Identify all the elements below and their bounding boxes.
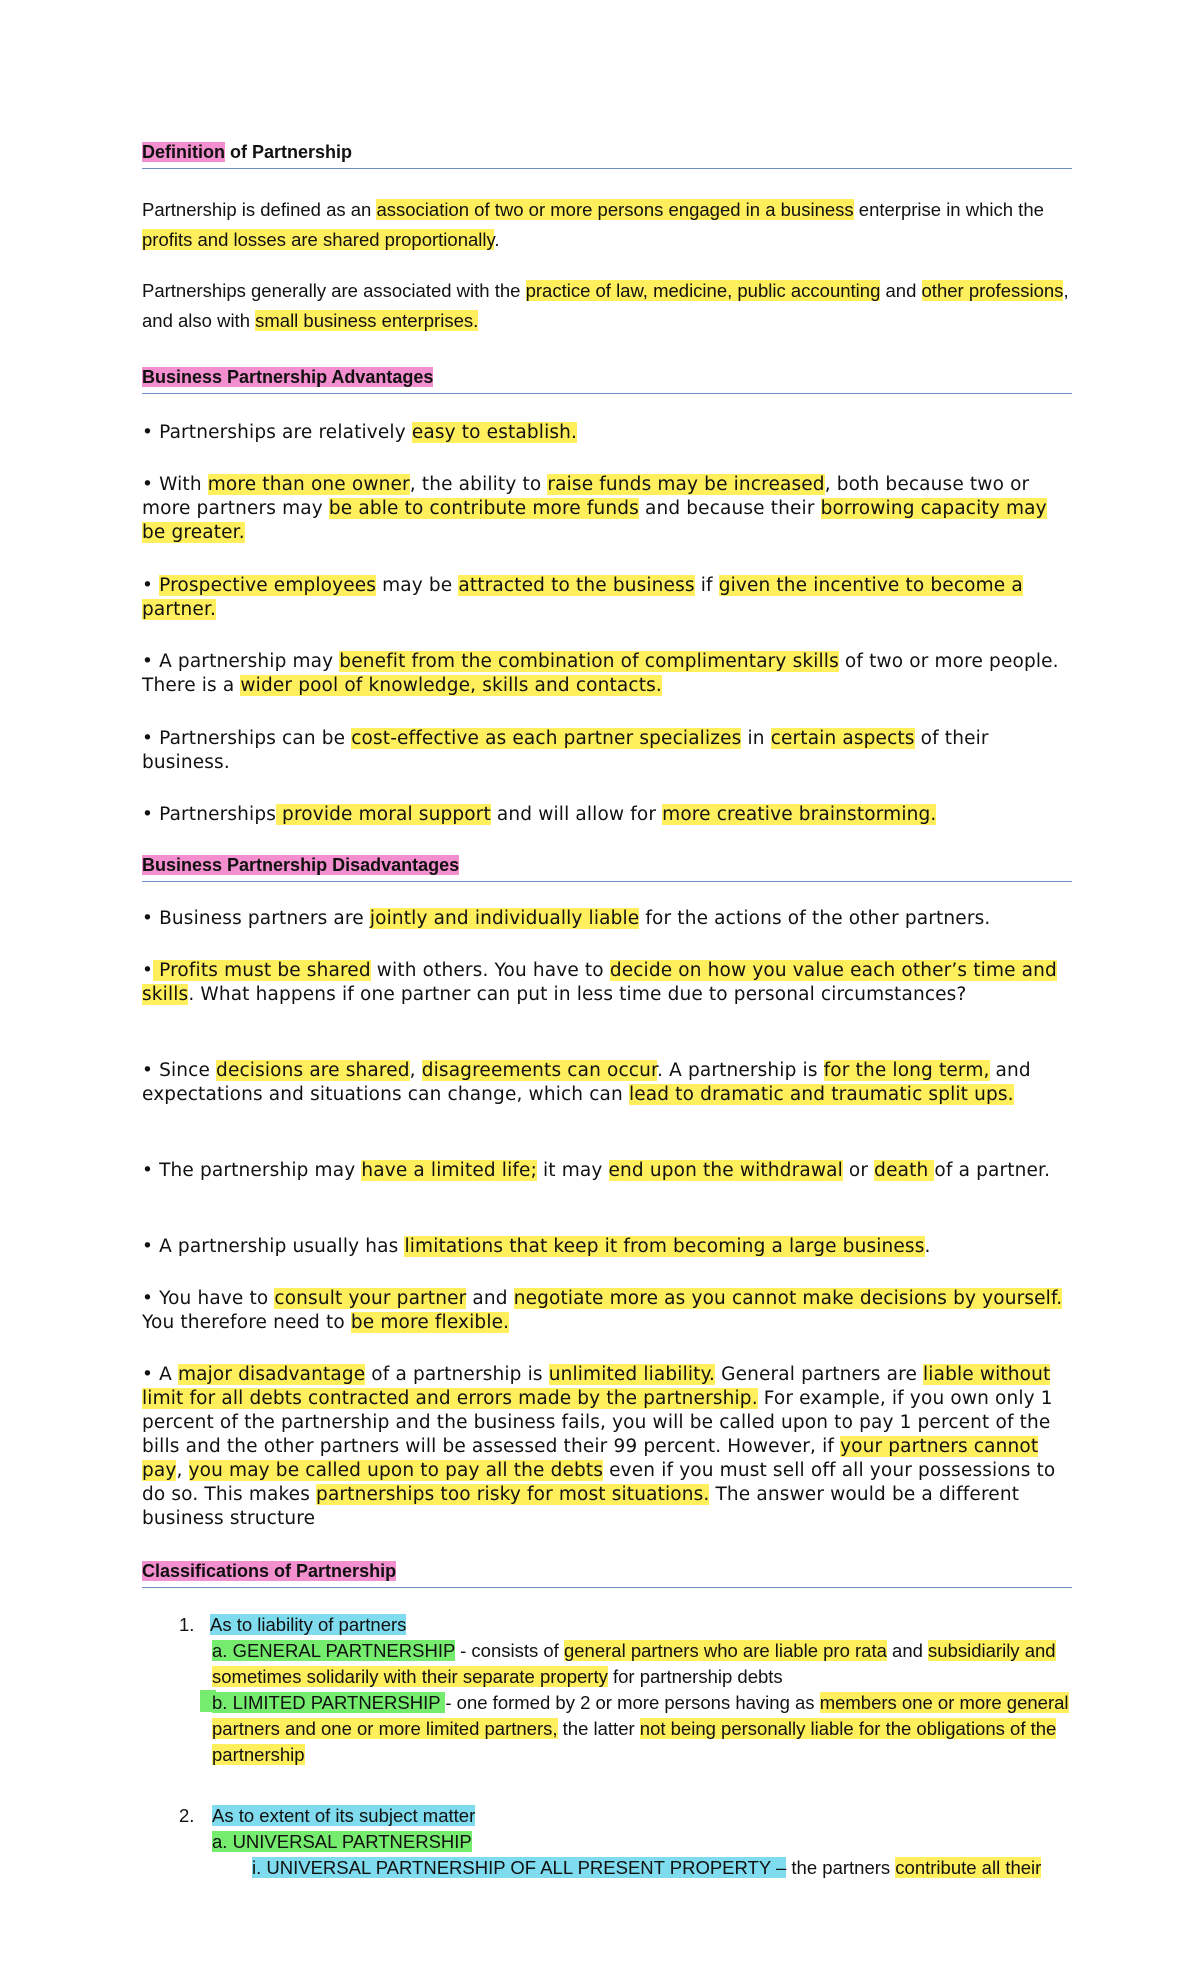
text-run: or — [842, 1160, 875, 1181]
highlighted-text: given the incentive to become a partner. — [142, 575, 1023, 620]
highlighted-text: be more flexible. — [350, 1312, 510, 1333]
text-run: in — [741, 728, 771, 749]
classification-subitem — [252, 1855, 1072, 1881]
heading-definition — [142, 142, 1072, 163]
text-run: the partners — [786, 1857, 896, 1878]
disadvantage-item — [142, 1159, 1072, 1183]
text-run: and because their — [638, 498, 821, 519]
disadvantage-item — [142, 1287, 1072, 1335]
text-run: , both because two or more partners may — [142, 474, 1030, 519]
highlighted-text: jointly and individually liable — [369, 908, 640, 929]
highlighted-text: general partners who are liable pro rata — [563, 1640, 887, 1661]
highlighted-text: raise funds may be increased — [547, 474, 825, 495]
text-run: with others. You have to — [370, 960, 610, 981]
highlighted-text: subsidiarily and sometimes solidarily with their separate property — [212, 1640, 1056, 1687]
text-run: • Partnerships are relatively — [142, 422, 412, 443]
classification-title-text: As to liability of partners — [210, 1614, 407, 1635]
text-run: and — [466, 1288, 514, 1309]
highlighted-text: end upon the withdrawal — [608, 1160, 843, 1181]
list-number: 2. — [179, 1805, 195, 1826]
highlighted-text: be able to contribute more funds — [328, 498, 639, 519]
highlighted-text: i. UNIVERSAL PARTNERSHIP OF ALL PRESENT PROPERTY – — [252, 1857, 787, 1878]
highlighted-text: lead to dramatic and traumatic split ups. — [628, 1084, 1014, 1105]
highlighted-text: you may be called upon to pay all the debts — [188, 1460, 604, 1481]
text-run: and — [886, 1640, 929, 1661]
highlighted-text: liable without limit for all debts contracted and errors made by the partnership. — [142, 1364, 1051, 1409]
advantage-item — [142, 650, 1072, 698]
text-run: . — [924, 1236, 931, 1257]
classification-title — [210, 1612, 406, 1638]
text-run: The answer would be a different business structure — [142, 1484, 1020, 1529]
disadvantage-item — [142, 907, 1072, 931]
highlighted-text: limitations that keep it from becoming a large business — [404, 1236, 925, 1257]
disadvantage-item — [142, 959, 1072, 1007]
highlighted-text: practice of law, medicine, public accounting — [525, 280, 881, 301]
text-run: You therefore need to — [142, 1312, 351, 1333]
text-run: if — [694, 575, 719, 596]
text-run: . What happens if one partner can put in less time due to personal circumstances? — [188, 984, 967, 1005]
text-run: Partnership is defined as an — [142, 199, 377, 220]
heading-advantages — [142, 367, 1072, 388]
text-run: may be — [376, 575, 459, 596]
highlighted-text: profits and losses are shared proportionally — [142, 229, 495, 250]
highlighted-text: partnerships too risky for most situations. — [316, 1484, 710, 1505]
classification-item — [212, 1638, 1072, 1690]
text-run: • — [142, 960, 154, 981]
highlighted-text: disagreements can occur — [421, 1060, 658, 1081]
text-run: of a partner. — [934, 1160, 1051, 1181]
text-run: . A partnership is — [657, 1060, 824, 1081]
highlighted-text: wider pool of knowledge, skills and contacts. — [240, 675, 662, 696]
text-run: General partners are — [715, 1364, 924, 1385]
text-run: for partnership debts — [607, 1666, 783, 1687]
highlighted-text: major disadvantage — [177, 1364, 366, 1385]
highlighted-text: borrowing capacity may be greater. — [142, 498, 1047, 543]
disadvantage-item — [142, 1235, 1072, 1259]
text-run: • Since — [142, 1060, 217, 1081]
text-run: Partnerships generally are associated with the — [142, 280, 526, 301]
text-run: . — [494, 229, 500, 250]
heading-definition-rest: of Partnership — [225, 142, 353, 162]
highlighted-text: more than one owner — [207, 474, 410, 495]
text-run: the latter — [557, 1718, 640, 1739]
classification-item-text: a. UNIVERSAL PARTNERSHIP — [212, 1831, 472, 1852]
heading-rule — [142, 1587, 1072, 1588]
highlighted-text: decisions are shared — [216, 1060, 410, 1081]
text-run: for the actions of the other partners. — [639, 908, 991, 929]
text-run: - one formed by 2 or more persons having as — [445, 1692, 820, 1713]
text-run: even if you must sell off all your possessions to do so. This makes — [142, 1460, 1056, 1505]
highlighted-text: death — [874, 1160, 935, 1181]
text-run: of two or more people. There is a — [142, 651, 1059, 696]
text-run: For example, if you own only 1 percent of the partnership and the business fails, you will be called upon to pay 1 percent of the bills and the other partners will be assessed their 99 percent. However, if — [142, 1388, 1053, 1457]
advantage-item — [142, 803, 1072, 827]
highlighted-text: association of two or more persons engaged in a business — [376, 199, 854, 220]
text-run: , — [409, 1060, 422, 1081]
heading-rule — [142, 881, 1072, 882]
text-run: • Partnerships can be — [142, 728, 352, 749]
heading-disadvantages-text: Business Partnership Disadvantages — [142, 855, 460, 875]
text-run: • A partnership usually has — [142, 1236, 405, 1257]
highlighted-text: for the long term, — [823, 1060, 990, 1081]
highlighted-text: Prospective employees — [159, 575, 377, 596]
text-run: of a partnership is — [365, 1364, 549, 1385]
highlighted-text: unlimited liability. — [548, 1364, 716, 1385]
disadvantage-item — [142, 1363, 1072, 1531]
list-number: 1. — [179, 1614, 195, 1635]
classification-item — [212, 1690, 1072, 1768]
definition-paragraph-1 — [142, 195, 1072, 255]
definition-paragraph-2 — [142, 276, 1072, 336]
highlighted-text: a. GENERAL PARTNERSHIP — [212, 1640, 455, 1661]
highlighted-text: negotiate more as you cannot make decisions by yourself. — [513, 1288, 1063, 1309]
text-run: • With — [142, 474, 208, 495]
highlighted-text: attracted to the business — [458, 575, 695, 596]
highlighted-text: provide moral support — [276, 804, 491, 825]
text-run: • You have to — [142, 1288, 275, 1309]
advantage-item — [142, 727, 1072, 775]
text-run: of their business. — [142, 728, 989, 773]
highlighted-text: b. LIMITED PARTNERSHIP — [212, 1692, 446, 1713]
highlighted-text: easy to establish. — [411, 422, 578, 443]
heading-rule — [142, 168, 1072, 169]
text-run: • Partnerships — [142, 804, 277, 825]
highlighted-text: members one or more general partners and one or more limited partners, — [212, 1692, 1069, 1739]
text-run: • A — [142, 1364, 178, 1385]
highlighted-text: have a limited life; — [361, 1160, 537, 1181]
highlighted-text: not being personally liable for the obligations of the partnership — [212, 1718, 1057, 1765]
heading-classifications-text: Classifications of Partnership — [142, 1561, 397, 1581]
highlighted-text: decide on how you value each other’s time and skills — [142, 960, 1057, 1005]
heading-disadvantages — [142, 855, 1072, 876]
advantage-item — [142, 473, 1072, 545]
disadvantage-item — [142, 1059, 1072, 1107]
highlighted-text: more creative brainstorming. — [662, 804, 937, 825]
highlighted-text: small business enterprises. — [255, 310, 479, 331]
highlighted-text: other professions — [921, 280, 1064, 301]
highlighted-text: certain aspects — [770, 728, 915, 749]
classification-title-text: As to extent of its subject matter — [212, 1805, 476, 1826]
highlighted-text: Profits must be shared — [153, 960, 371, 981]
advantage-item — [142, 421, 1072, 445]
text-run: • The partnership may — [142, 1160, 362, 1181]
text-run: and expectations and situations can change, which can — [142, 1060, 1031, 1105]
text-run: enterprise in which the — [853, 199, 1044, 220]
text-run: • A partnership may — [142, 651, 340, 672]
advantage-item — [142, 574, 1072, 622]
text-run: , — [176, 1460, 189, 1481]
text-run: it may — [536, 1160, 609, 1181]
heading-advantages-text: Business Partnership Advantages — [142, 367, 434, 387]
text-run: • Business partners are — [142, 908, 370, 929]
heading-rule — [142, 393, 1072, 394]
heading-classifications — [142, 1561, 1072, 1582]
classification-item — [212, 1829, 472, 1855]
highlighted-text: cost-effective as each partner specializes — [351, 728, 742, 749]
text-run: , and also with — [142, 280, 1069, 331]
highlighted-text: your partners cannot pay — [142, 1436, 1039, 1481]
classification-title — [212, 1803, 475, 1829]
text-run: and will allow for — [490, 804, 663, 825]
text-run: • — [142, 575, 160, 596]
text-run: and — [880, 280, 922, 301]
text-run: , the ability to — [409, 474, 548, 495]
text-run: - consists of — [454, 1640, 564, 1661]
highlighted-text: consult your partner — [274, 1288, 467, 1309]
heading-definition-highlight: Definition — [142, 142, 225, 162]
highlighted-text: contribute all their — [895, 1857, 1042, 1878]
highlighted-text: benefit from the combination of complimentary skills — [339, 651, 839, 672]
